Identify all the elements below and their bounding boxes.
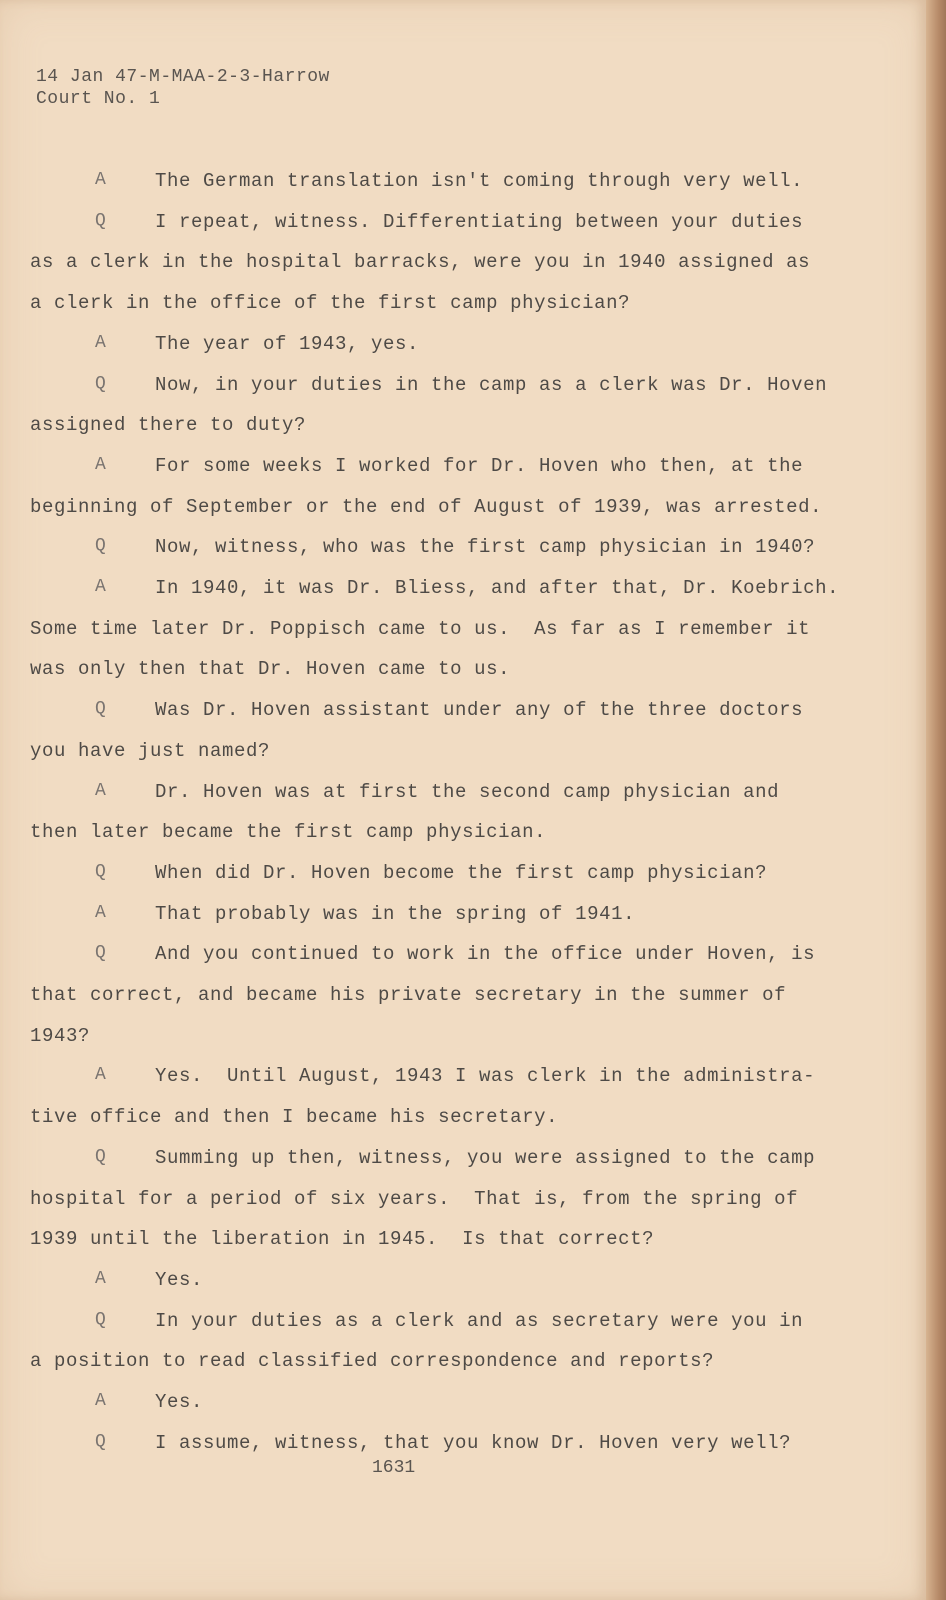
transcript-line: Some time later Dr. Poppisch came to us. As far as I remember it — [30, 617, 811, 640]
speaker-label: A — [95, 577, 106, 597]
speaker-label: Q — [95, 1146, 106, 1167]
speaker-label: Q — [95, 210, 106, 231]
speaker-label: A — [95, 1391, 106, 1411]
speaker-label: Q — [95, 861, 106, 882]
transcript-line: 1939 until the liberation in 1945. Is that correct? — [30, 1228, 655, 1251]
transcript-line: In 1940, it was Dr. Bliess, and after that, Dr. Koebrich. — [155, 577, 840, 599]
transcript-line: hospital for a period of six years. That is, from the spring of — [30, 1187, 799, 1210]
transcript-line: I repeat, witness. Differentiating between your duties — [155, 210, 804, 233]
speaker-label: A — [95, 780, 106, 801]
transcript-line: Yes. — [155, 1391, 204, 1413]
document-header — [36, 66, 330, 110]
transcript-line: And you continued to work in the office under Hoven, is — [155, 943, 816, 966]
speaker-label: A — [95, 332, 106, 353]
transcript-line: a position to read classified correspondence and reports? — [30, 1350, 715, 1373]
transcript-line: beginning of September or the end of August of 1939, was arrested. — [30, 495, 823, 518]
speaker-label: A — [95, 1268, 106, 1289]
speaker-label: Q — [95, 1309, 106, 1330]
transcript-line: tive office and then I became his secretary. — [30, 1106, 559, 1129]
page-number: 1631 — [372, 1458, 416, 1478]
speaker-label: Q — [95, 373, 106, 394]
transcript-line: Dr. Hoven was at first the second camp physician and — [155, 780, 780, 803]
transcript-line: The German translation isn't coming through very well. — [155, 170, 804, 192]
speaker-label: A — [95, 902, 106, 923]
speaker-label: Q — [95, 536, 106, 557]
header-court-line: Court No. 1 — [36, 89, 161, 109]
speaker-label: Q — [95, 943, 106, 964]
speaker-label: A — [95, 1065, 106, 1086]
transcript-line: that correct, and became his private secretary in the summer of — [30, 984, 787, 1006]
transcript-line: assigned there to duty? — [30, 414, 307, 437]
speaker-label: Q — [95, 699, 106, 720]
transcript-line: Now, witness, who was the first camp physician in 1940? — [155, 536, 816, 559]
transcript-line: Was Dr. Hoven assistant under any of the three doctors — [155, 699, 804, 722]
page-edge — [926, 0, 946, 1600]
transcript-line: I assume, witness, that you know Dr. Hoven very well? — [155, 1431, 792, 1454]
transcript-line: Yes. — [155, 1268, 204, 1291]
transcript-line: When did Dr. Hoven become the first camp physician? — [155, 861, 768, 884]
transcript-line: Now, in your duties in the camp as a clerk was Dr. Hoven — [155, 373, 828, 396]
transcript-line: Summing up then, witness, you were assigned to the camp — [155, 1146, 816, 1169]
transcript-line: you have just named? — [30, 739, 271, 762]
transcript-line: In your duties as a clerk and as secretary were you in — [155, 1309, 804, 1332]
transcript-line: The year of 1943, yes. — [155, 332, 420, 355]
speaker-label: A — [95, 170, 106, 190]
transcript-line: a clerk in the office of the first camp physician? — [30, 292, 631, 315]
header-case-line: 14 Jan 47-M-MAA-2-3-Harrow — [36, 67, 330, 87]
transcript-line: That probably was in the spring of 1941. — [155, 902, 636, 925]
transcript-line: was only then that Dr. Hoven came to us. — [30, 658, 511, 681]
speaker-label: Q — [95, 1431, 106, 1452]
transcript-line: For some weeks I worked for Dr. Hoven who then, at the — [155, 454, 804, 477]
speaker-label: A — [95, 454, 106, 475]
transcript-line: then later became the first camp physician. — [30, 821, 547, 844]
transcript-line: 1943? — [30, 1024, 91, 1047]
transcript-line: as a clerk in the hospital barracks, were you in 1940 assigned as — [30, 251, 811, 274]
transcript-line: Yes. Until August, 1943 I was clerk in the administra- — [155, 1065, 816, 1088]
